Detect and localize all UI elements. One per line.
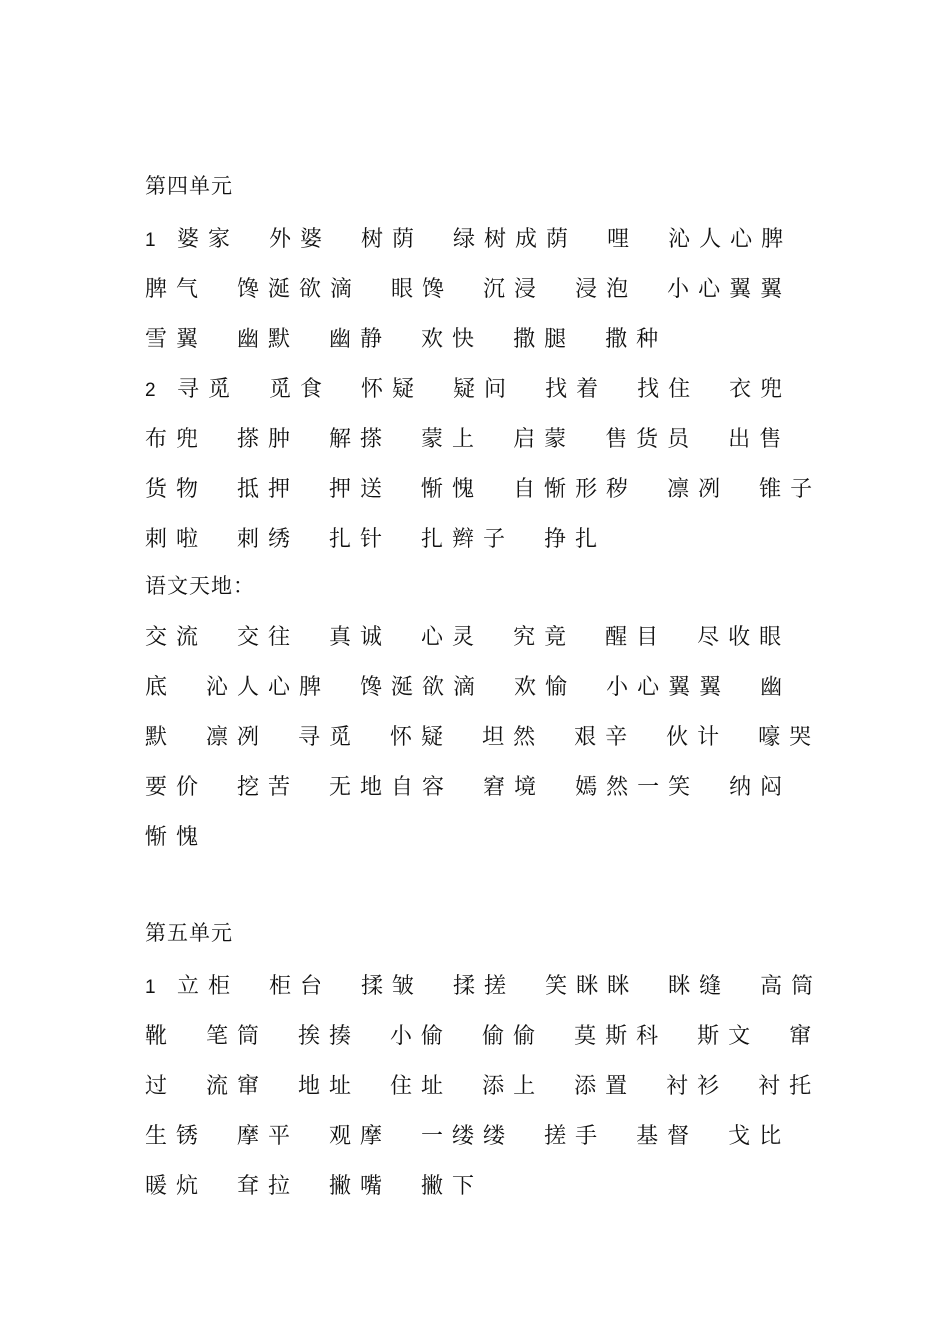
vocab-word: 扎辫子: [421, 527, 515, 552]
vocab-word: 启蒙: [513, 427, 576, 452]
unit4-part1-line-3: [145, 324, 697, 356]
vocab-word: 抵押: [237, 477, 300, 502]
unit5-part1-line-2: [145, 1021, 850, 1053]
vocab-word: 一缕缕: [421, 1124, 515, 1149]
vocab-word: 伙计: [666, 725, 729, 750]
vocab-word: 凛冽: [667, 477, 730, 502]
vocab-word: 揉皱: [361, 974, 424, 999]
vocab-word: 婆家: [177, 227, 240, 252]
vocab-word: 无地自容: [329, 775, 454, 800]
tiandi-line-1: [145, 622, 820, 654]
vocab-word: 外婆: [269, 227, 332, 252]
vocab-word: 要价: [145, 775, 208, 800]
vocab-word: 沁人心脾: [668, 227, 793, 252]
unit4-part1-line-1: [145, 224, 822, 257]
vocab-word: 布兜: [145, 427, 208, 452]
vocab-word: 惭愧: [145, 825, 208, 850]
tiandi-line-5: [145, 822, 237, 854]
vocab-word: 雪翼: [145, 327, 208, 352]
vocab-word: 究竟: [513, 625, 576, 650]
unit5-part1-line-1: [145, 971, 852, 1004]
unit4-part1-line-2: [145, 274, 821, 306]
vocab-word: 交流: [145, 625, 208, 650]
vocab-word: 挖苦: [237, 775, 300, 800]
vocab-word: 偷偷: [482, 1024, 545, 1049]
vocab-word: 售货员: [605, 427, 699, 452]
vocab-word: 小心翼翼: [606, 675, 731, 700]
unit5-part1-line-4: [145, 1121, 820, 1153]
vocab-word: 衬托: [758, 1074, 821, 1099]
vocab-word: 脾气: [145, 277, 208, 302]
vocab-word: 交往: [237, 625, 300, 650]
vocab-word: 默: [145, 725, 177, 750]
vocab-word: 蒙上: [421, 427, 484, 452]
vocab-word: 纳闷: [729, 775, 792, 800]
vocab-word: 搓手: [544, 1124, 607, 1149]
vocab-word: 寻觅: [177, 377, 240, 402]
vocab-word: 找着: [545, 377, 608, 402]
unit4-part2-line-1: [145, 374, 821, 407]
vocab-word: 押送: [329, 477, 392, 502]
vocab-word: 疑问: [453, 377, 516, 402]
vocab-word: 刺绣: [237, 527, 300, 552]
unit4-part1-number: 1: [145, 230, 156, 251]
vocab-word: 嚎哭: [758, 725, 821, 750]
vocab-word: 立柜: [177, 974, 240, 999]
vocab-word: 扎针: [329, 527, 392, 552]
unit4-part2-line-3: [145, 474, 851, 506]
vocab-word: 戈比: [728, 1124, 791, 1149]
vocab-word: 摩平: [237, 1124, 300, 1149]
unit5-part1-number: 1: [145, 977, 156, 998]
vocab-word: 挣扎: [544, 527, 607, 552]
vocab-word: 暖炕: [145, 1174, 208, 1199]
vocab-word: 窜: [789, 1024, 821, 1049]
vocab-word: 添上: [482, 1074, 545, 1099]
vocab-word: 高筒: [760, 974, 823, 999]
vocab-word: 过: [145, 1074, 177, 1099]
vocab-word: 怀疑: [361, 377, 424, 402]
vocab-word: 树荫: [361, 227, 424, 252]
vocab-word: 眯缝: [668, 974, 731, 999]
vocab-word: 刺啦: [145, 527, 208, 552]
vocab-word: 小偷: [390, 1024, 453, 1049]
vocab-word: 幽默: [237, 327, 300, 352]
vocab-word: 沉浸: [483, 277, 546, 302]
vocab-word: 解搽: [329, 427, 392, 452]
vocab-word: 欢愉: [514, 675, 577, 700]
vocab-word: 基督: [636, 1124, 699, 1149]
vocab-word: 坦然: [482, 725, 545, 750]
unit4-part2-line-2: [145, 424, 820, 456]
vocab-word: 撇下: [421, 1174, 484, 1199]
vocab-word: 耷拉: [237, 1174, 300, 1199]
vocab-word: 流窜: [206, 1074, 269, 1099]
vocab-word: 揉搓: [453, 974, 516, 999]
vocab-word: 撇嘴: [329, 1174, 392, 1199]
vocab-word: 沁人心脾: [206, 675, 331, 700]
vocab-word: 撒腿: [513, 327, 576, 352]
vocab-word: 真诚: [329, 625, 392, 650]
vocab-word: 尽收眼: [697, 625, 791, 650]
vocab-word: 艰辛: [574, 725, 637, 750]
vocab-word: 幽静: [329, 327, 392, 352]
vocab-word: 搽肿: [237, 427, 300, 452]
tiandi-line-3: [145, 722, 850, 754]
vocab-word: 欢快: [421, 327, 484, 352]
unit4-part2-number: 2: [145, 380, 156, 401]
vocab-word: 撒种: [605, 327, 668, 352]
unit5-part1-line-3: [145, 1071, 850, 1103]
vocab-word: 凛冽: [206, 725, 269, 750]
vocab-word: 浸泡: [575, 277, 638, 302]
unit4-heading: 第四单元: [145, 174, 233, 198]
vocab-word: 馋涎欲滴: [360, 675, 485, 700]
vocab-word: 笑眯眯: [545, 974, 639, 999]
vocab-word: 货物: [145, 477, 208, 502]
vocab-word: 寻觅: [298, 725, 361, 750]
vocab-word: 地址: [298, 1074, 361, 1099]
vocab-word: 小心翼翼: [667, 277, 792, 302]
vocab-word: 衣兜: [729, 377, 792, 402]
vocab-word: 嫣然一笑: [575, 775, 700, 800]
vocab-word: 笔筒: [206, 1024, 269, 1049]
vocab-word: 衬衫: [666, 1074, 729, 1099]
vocab-word: 斯文: [697, 1024, 760, 1049]
tiandi-heading: 语文天地：: [145, 574, 255, 598]
tiandi-line-2: [145, 672, 821, 704]
vocab-word: 心灵: [421, 625, 484, 650]
vocab-word: 惭愧: [421, 477, 484, 502]
vocab-word: 住址: [390, 1074, 453, 1099]
vocab-word: 挨揍: [298, 1024, 361, 1049]
vocab-word: 莫斯科: [574, 1024, 668, 1049]
vocab-word: 出售: [728, 427, 791, 452]
vocab-word: 窘境: [483, 775, 546, 800]
vocab-word: 幽: [760, 675, 792, 700]
vocab-word: 柜台: [269, 974, 332, 999]
vocab-word: 绿树成荫: [453, 227, 578, 252]
vocab-word: 生锈: [145, 1124, 208, 1149]
vocab-word: 找住: [637, 377, 700, 402]
vocab-word: 自惭形秽: [513, 477, 638, 502]
vocab-word: 馋涎欲滴: [237, 277, 362, 302]
vocab-word: 底: [145, 675, 177, 700]
vocab-word: 怀疑: [390, 725, 453, 750]
vocab-word: 锥子: [759, 477, 822, 502]
vocab-word: 醒目: [605, 625, 668, 650]
vocab-word: 觅食: [269, 377, 332, 402]
unit5-heading: 第五单元: [145, 921, 233, 945]
unit4-part2-line-4: [145, 524, 636, 556]
tiandi-line-4: [145, 772, 821, 804]
vocab-word: 靴: [145, 1024, 177, 1049]
vocab-word: 眼馋: [391, 277, 454, 302]
vocab-word: 添置: [574, 1074, 637, 1099]
unit5-part1-line-5: [145, 1171, 513, 1203]
vocab-word: 哩: [607, 227, 639, 252]
vocab-word: 观摩: [329, 1124, 392, 1149]
